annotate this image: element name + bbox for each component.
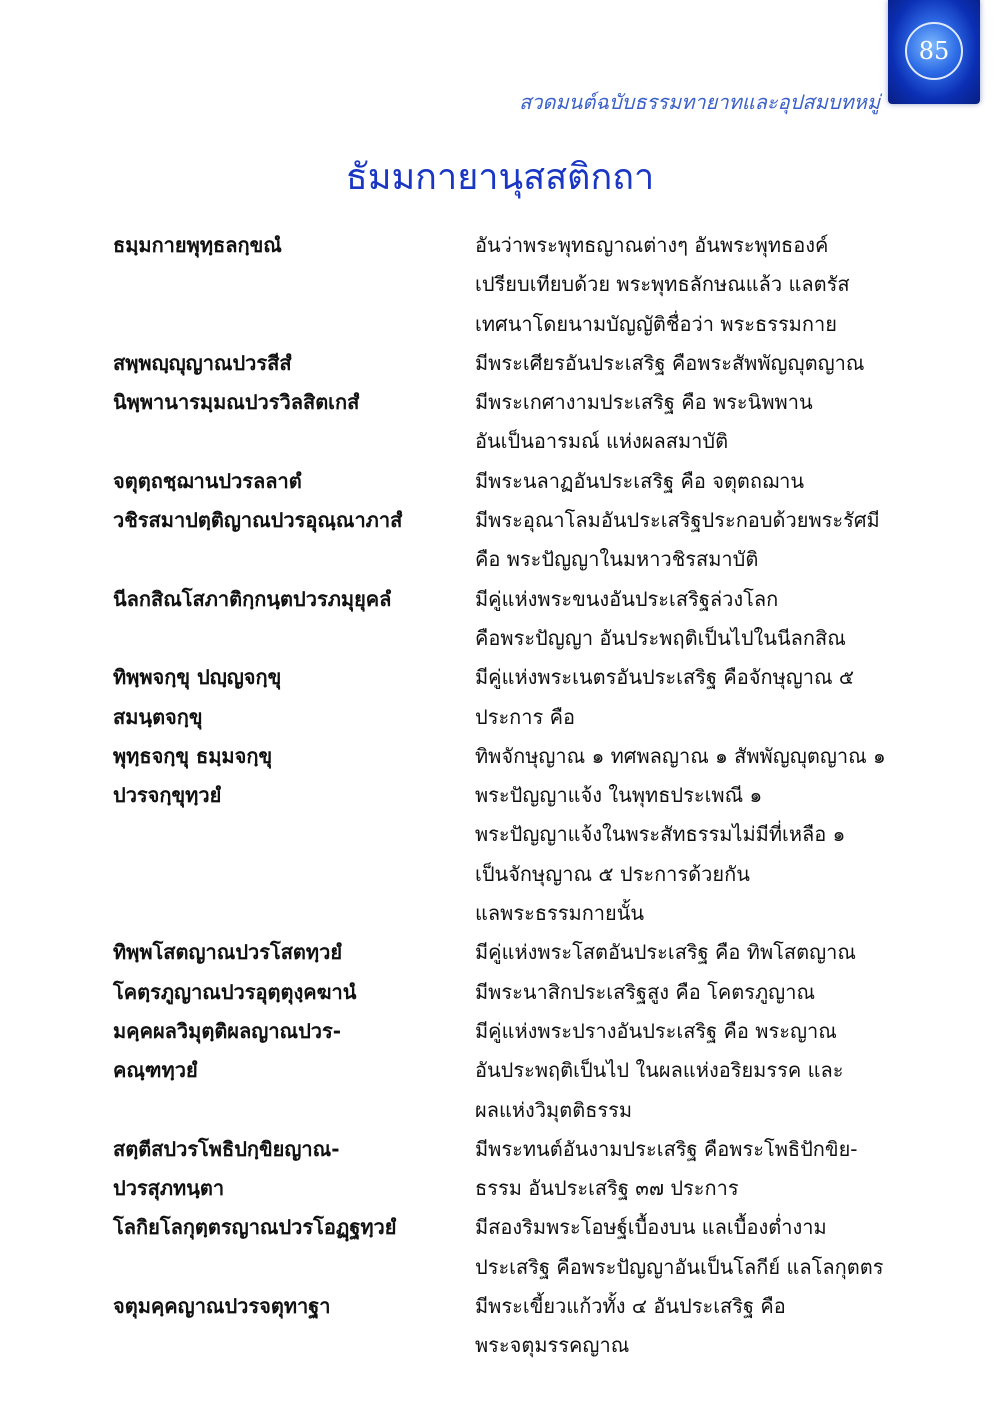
pali-line: สมนฺตจกฺขุ xyxy=(113,704,203,729)
thai-translation xyxy=(475,462,913,501)
thai-line: มีพระอุณาโลมอันประเสริฐประกอบด้วยพระรัศมี xyxy=(475,508,880,533)
pali-term xyxy=(113,1208,475,1247)
thai-line: เป็นจักษุญาณ ๕ ประการด้วยกัน xyxy=(475,861,750,886)
thai-line: ประเสริฐ คือพระปัญญาอันเป็นโลกีย์ แลโลกุตตร xyxy=(475,1254,884,1279)
thai-line: มีพระเขี้ยวแก้วทั้ง ๔ อันประเสริฐ คือ xyxy=(475,1294,786,1319)
verse-entry xyxy=(113,580,913,659)
pali-term xyxy=(113,226,475,265)
thai-line: มีพระนลาฏอันประเสริฐ คือ จตุตถฌาน xyxy=(475,468,805,493)
thai-line: อันประพฤติเป็นไป ในผลแห่งอริยมรรค และ xyxy=(475,1058,844,1083)
pali-line: ทิพฺพโสตญาณปวรโสตทฺวยํ xyxy=(113,940,343,965)
chant-text xyxy=(113,226,913,1366)
thai-translation xyxy=(475,580,913,659)
pali-line: จตุตฺถชฺฌานปวรลลาตํ xyxy=(113,468,302,493)
pali-line: มคฺคผลวิมุตฺติผลญาณปวร- xyxy=(113,1018,342,1043)
verse-entry xyxy=(113,1012,913,1130)
verse-entry xyxy=(113,933,913,972)
thai-line: แลพระธรรมกายนั้น xyxy=(475,901,645,926)
pali-term xyxy=(113,1287,475,1326)
thai-translation xyxy=(475,344,913,383)
verse-entry xyxy=(113,1208,913,1287)
pali-line: พุทฺธจกฺขุ ธมฺมจกฺขุ xyxy=(113,743,273,768)
thai-translation xyxy=(475,933,913,972)
verse-entry xyxy=(113,383,913,462)
thai-line: คือ พระปัญญาในมหาวชิรสมาบัติ xyxy=(475,547,759,572)
thai-line: เปรียบเทียบด้วย พระพุทธลักษณแล้ว แลตรัส xyxy=(475,272,850,297)
thai-line: มีพระเกศางามประเสริฐ คือ พระนิพพาน xyxy=(475,390,813,415)
pali-line: โลกิยโลกุตฺตรญาณปวรโอฏฺฐทฺวยํ xyxy=(113,1215,397,1240)
pali-line: นีลกสิณโสภาติกฺกนฺตปวรภมุยุคลํ xyxy=(113,586,392,611)
pali-term xyxy=(113,501,475,540)
thai-line: ประการ คือ xyxy=(475,704,576,729)
thai-line: พระปัญญาแจ้งในพระสัทธรรมไม่มีที่เหลือ ๑ xyxy=(475,822,846,847)
pali-term xyxy=(113,1012,475,1091)
pali-line: จตุมคฺคญาณปวรจตุทาฐา xyxy=(113,1294,331,1319)
thai-translation xyxy=(475,226,913,344)
thai-line: อันว่าพระพุทธญาณต่างๆ อันพระพุทธองค์ xyxy=(475,233,829,257)
pali-term xyxy=(113,1130,475,1209)
pali-term xyxy=(113,658,475,815)
thai-translation xyxy=(475,1208,913,1287)
pali-line: สพฺพญฺญุญาณปวรสีสํ xyxy=(113,350,292,375)
thai-line: พระปัญญาแจ้ง ในพุทธประเพณี ๑ xyxy=(475,783,763,808)
pali-term xyxy=(113,933,475,972)
page-number-circle xyxy=(905,22,963,80)
thai-translation xyxy=(475,383,913,462)
thai-line: เทศนาโดยนามบัญญัติชื่อว่า พระธรรมกาย xyxy=(475,311,837,336)
verse-entry xyxy=(113,658,913,933)
thai-line: อันเป็นอารมณ์ แห่งผลสมาบัติ xyxy=(475,429,729,454)
thai-translation xyxy=(475,1287,913,1366)
pali-line: ทิพฺพจกฺขุ ปญฺญจกฺขุ xyxy=(113,665,282,690)
thai-line: มีคู่แห่งพระโสตอันประเสริฐ คือ ทิพโสตญาณ xyxy=(475,940,856,965)
thai-line: ผลแห่งวิมุตติธรรม xyxy=(475,1097,633,1122)
pali-term xyxy=(113,344,475,383)
pali-line: ปวรจกฺขุทฺวยํ xyxy=(113,783,222,808)
verse-entry xyxy=(113,1130,913,1209)
thai-line: มีพระนาสิกประเสริฐสูง คือ โคตรภูญาณ xyxy=(475,979,816,1004)
verse-entry xyxy=(113,501,913,580)
verse-entry xyxy=(113,973,913,1012)
thai-translation xyxy=(475,658,913,933)
verse-entry xyxy=(113,344,913,383)
pali-line: นิพฺพานารมฺมณปวรวิลสิตเกสํ xyxy=(113,390,360,415)
pali-term xyxy=(113,580,475,619)
pali-line: สตฺตีสปวรโพธิปกฺขิยญาณ- xyxy=(113,1136,340,1161)
thai-line: คือพระปัญญา อันประพฤติเป็นไปในนีลกสิณ xyxy=(475,625,846,650)
thai-line: มีสองริมพระโอษฐ์เบื้องบน แลเบื้องต่ำงาม xyxy=(475,1215,827,1240)
pali-term xyxy=(113,383,475,422)
pali-line: โคตฺรภูญาณปวรอุตฺตุงฺคฆานํ xyxy=(113,979,357,1004)
running-header: สวดมนต์ฉบับธรรมทายาทและอุปสมบทหมู่ xyxy=(519,90,880,114)
thai-translation xyxy=(475,1012,913,1130)
thai-line: มีคู่แห่งพระเนตรอันประเสริฐ คือจักษุญาณ ๕ xyxy=(475,665,855,690)
verse-entry xyxy=(113,226,913,344)
thai-translation xyxy=(475,1130,913,1209)
thai-line: พระจตุมรรคญาณ xyxy=(475,1333,630,1358)
pali-line: ธมฺมกายพุทฺธลกฺขณํ xyxy=(113,233,282,257)
thai-line: ทิพจักษุญาณ ๑ ทศพลญาณ ๑ สัพพัญญุตญาณ ๑ xyxy=(475,743,886,768)
page-number-badge xyxy=(888,0,980,104)
pali-line: วชิรสมาปตฺติญาณปวรอุณฺณาภาสํ xyxy=(113,508,403,533)
thai-line: มีคู่แห่งพระปรางอันประเสริฐ คือ พระญาณ xyxy=(475,1018,837,1043)
thai-translation xyxy=(475,501,913,580)
thai-line: มีพระเศียรอันประเสริฐ คือพระสัพพัญญุตญาณ xyxy=(475,350,865,375)
pali-line: ปวรสุภทนฺตา xyxy=(113,1176,225,1201)
verse-entry xyxy=(113,1287,913,1366)
thai-translation xyxy=(475,973,913,1012)
page-number: 85 xyxy=(918,37,950,65)
page-title: ธัมมกายานุสสติกถา xyxy=(345,157,655,198)
thai-line: มีคู่แห่งพระขนงอันประเสริฐล่วงโลก xyxy=(475,586,779,611)
pali-line: คณฺฑทฺวยํ xyxy=(113,1058,198,1083)
pali-term xyxy=(113,973,475,1012)
pali-term xyxy=(113,462,475,501)
thai-line: มีพระทนต์อันงามประเสริฐ คือพระโพธิปักขิย- xyxy=(475,1136,858,1161)
thai-line: ธรรม อันประเสริฐ ๓๗ ประการ xyxy=(475,1176,739,1201)
verse-entry xyxy=(113,462,913,501)
